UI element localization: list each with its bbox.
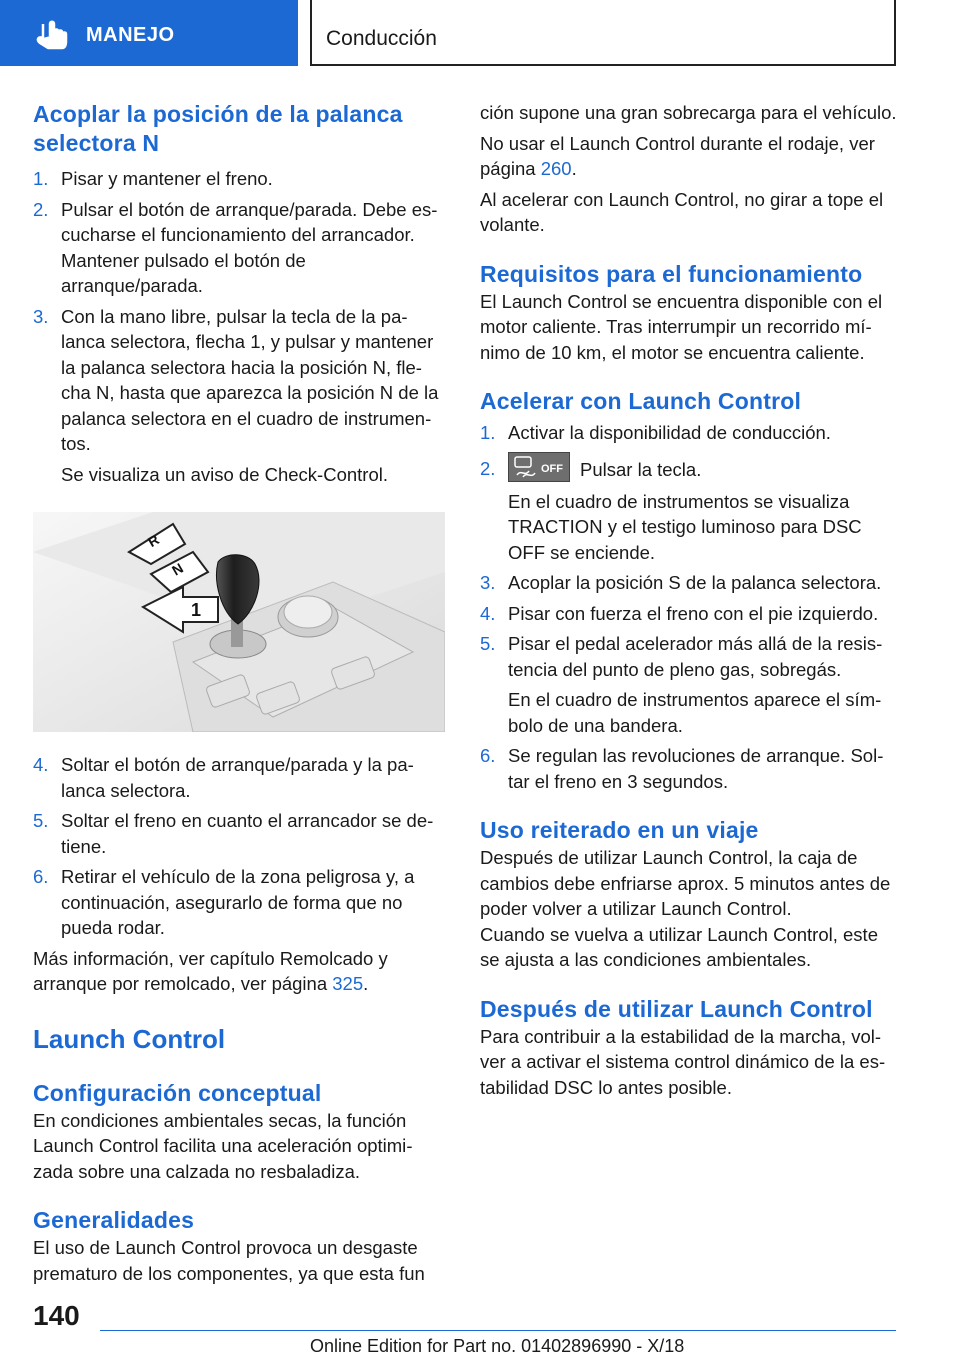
repeated-paragraph-1: Después de utilizar Launch Control, la caja de cambios debe enfriarse aprox. 5 minutos antes de poder volver a utilizar Launch Control. [480, 847, 891, 919]
run-in-paragraph: No usar el Launch Control durante el rodaje, ver página 260. [480, 132, 875, 179]
chapter-title: Conducción [326, 27, 437, 50]
right-column [480, 100, 898, 1100]
list-item: 3. Con la mano libre, pulsar la tecla de la palanca selectora, flecha 1, y pulsar y mantener la palanca selectora hacia la posición N, flecha N, hasta que aparezca la posición N de la palanca selectora en el cuadro de instrumentos. [33, 305, 439, 454]
list-item: 1. Activar la disponibilidad de conducción. [480, 422, 831, 443]
list-item: 4. Soltar el botón de arranque/parada y la palanca selectora. [33, 754, 414, 801]
heading-after-use: Después de utilizar Launch Control [480, 995, 873, 1022]
list-item: 3. Acoplar la posición S de la palanca selectora. [480, 572, 882, 593]
page-link[interactable]: 325 [332, 973, 364, 994]
heading-neutral-position: Acoplar la posición de la palanca selectora N [33, 101, 403, 156]
section-tab[interactable] [0, 0, 298, 66]
list-item: 5. Pisar el pedal acelerador más allá de la resistencia del punto de pleno gas, sobregás. [480, 633, 883, 680]
heading-repeated-use: Uso reiterado en un viaje [480, 817, 759, 843]
left-column [33, 100, 445, 1286]
step-note: Se visualiza un aviso de Check-Control. [61, 463, 388, 485]
heading-general: Generalidades [33, 1207, 195, 1233]
page-link[interactable]: 260 [540, 158, 572, 179]
heading-accelerate: Acelerar con Launch Control [480, 388, 802, 414]
after-paragraph: Para contribuir a la estabilidad de la marcha, volver a activar el sistema control dinámico de la estabilidad DSC lo antes posible. [480, 1025, 886, 1098]
steering-hand-icon [34, 20, 70, 50]
steering-paragraph: Al acelerar con Launch Control, no girar a tope el volante. [480, 188, 884, 235]
dsc-off-button-icon [508, 452, 570, 482]
list-item: 2. Pulsar el botón de arranque/parada. Debe escucharse el funcionamiento del arrancador. Mantener pulsado el botón de arranque/parada. [33, 198, 438, 296]
svg-text:OFF: OFF [541, 462, 563, 475]
section-tab-label: MANEJO [86, 24, 175, 46]
list-item: 1. Pisar y mantener el freno. [33, 168, 273, 189]
figure-label-r: R [145, 531, 162, 551]
figure-label-n: N [169, 559, 186, 579]
more-info-paragraph: Más información, ver capítulo Remolcado y arranque por remolcado, ver página 325. [33, 947, 388, 994]
general-paragraph: El uso de Launch Control provoca un desgaste prematuro de los componentes, ya que esta fun [33, 1237, 425, 1284]
requirements-paragraph: El Launch Control se encuentra disponible con el motor caliente. Tras interrumpir un recorrido mínimo de 10 km, el motor se encuentra caliente. [480, 290, 883, 363]
step-note: En el cuadro de instrumentos se visualiza TRACTION y el testigo luminoso para DSC OFF se enciende. [508, 490, 862, 563]
concept-paragraph: En condiciones ambientales secas, la función Launch Control facilita una aceleración optimizada sobre una calzada no resbaladiza. [33, 1109, 413, 1182]
heading-requirements: Requisitos para el funcionamiento [480, 260, 863, 287]
continued-paragraph: ción supone una gran sobrecarga para el vehículo. [480, 102, 897, 123]
edition-footer: Online Edition for Part no. 01402896990 - X/18 [310, 1336, 685, 1356]
step-note: En el cuadro de instrumentos aparece el símbolo de una bandera. [508, 689, 882, 736]
list-item: 2. OFF Pulsar la tecla. [480, 456, 898, 486]
list-item: 6. Se regulan las revoluciones de arranque. Soltar el freno en 3 segundos. [480, 745, 884, 792]
page-number: 140 [33, 1300, 80, 1331]
selector-lever-illustration [33, 512, 445, 732]
repeated-paragraph-2: Cuando se vuelva a utilizar Launch Control, este se ajusta a las condiciones ambientales. [480, 923, 878, 970]
list-item: 6. Retirar el vehículo de la zona peligrosa y, a continuación, asegurarlo de forma que no pueda rodar. [33, 866, 415, 938]
figure-label-1: 1 [191, 600, 202, 620]
list-item: 5. Soltar el freno en cuanto el arrancador se detiene. [33, 810, 434, 857]
footer-divider [100, 1330, 896, 1331]
heading-concept: Configuración conceptual [33, 1079, 322, 1106]
list-item: 4. Pisar con fuerza el freno con el pie izquierdo. [480, 602, 879, 624]
heading-launch-control: Launch Control [33, 1023, 226, 1054]
